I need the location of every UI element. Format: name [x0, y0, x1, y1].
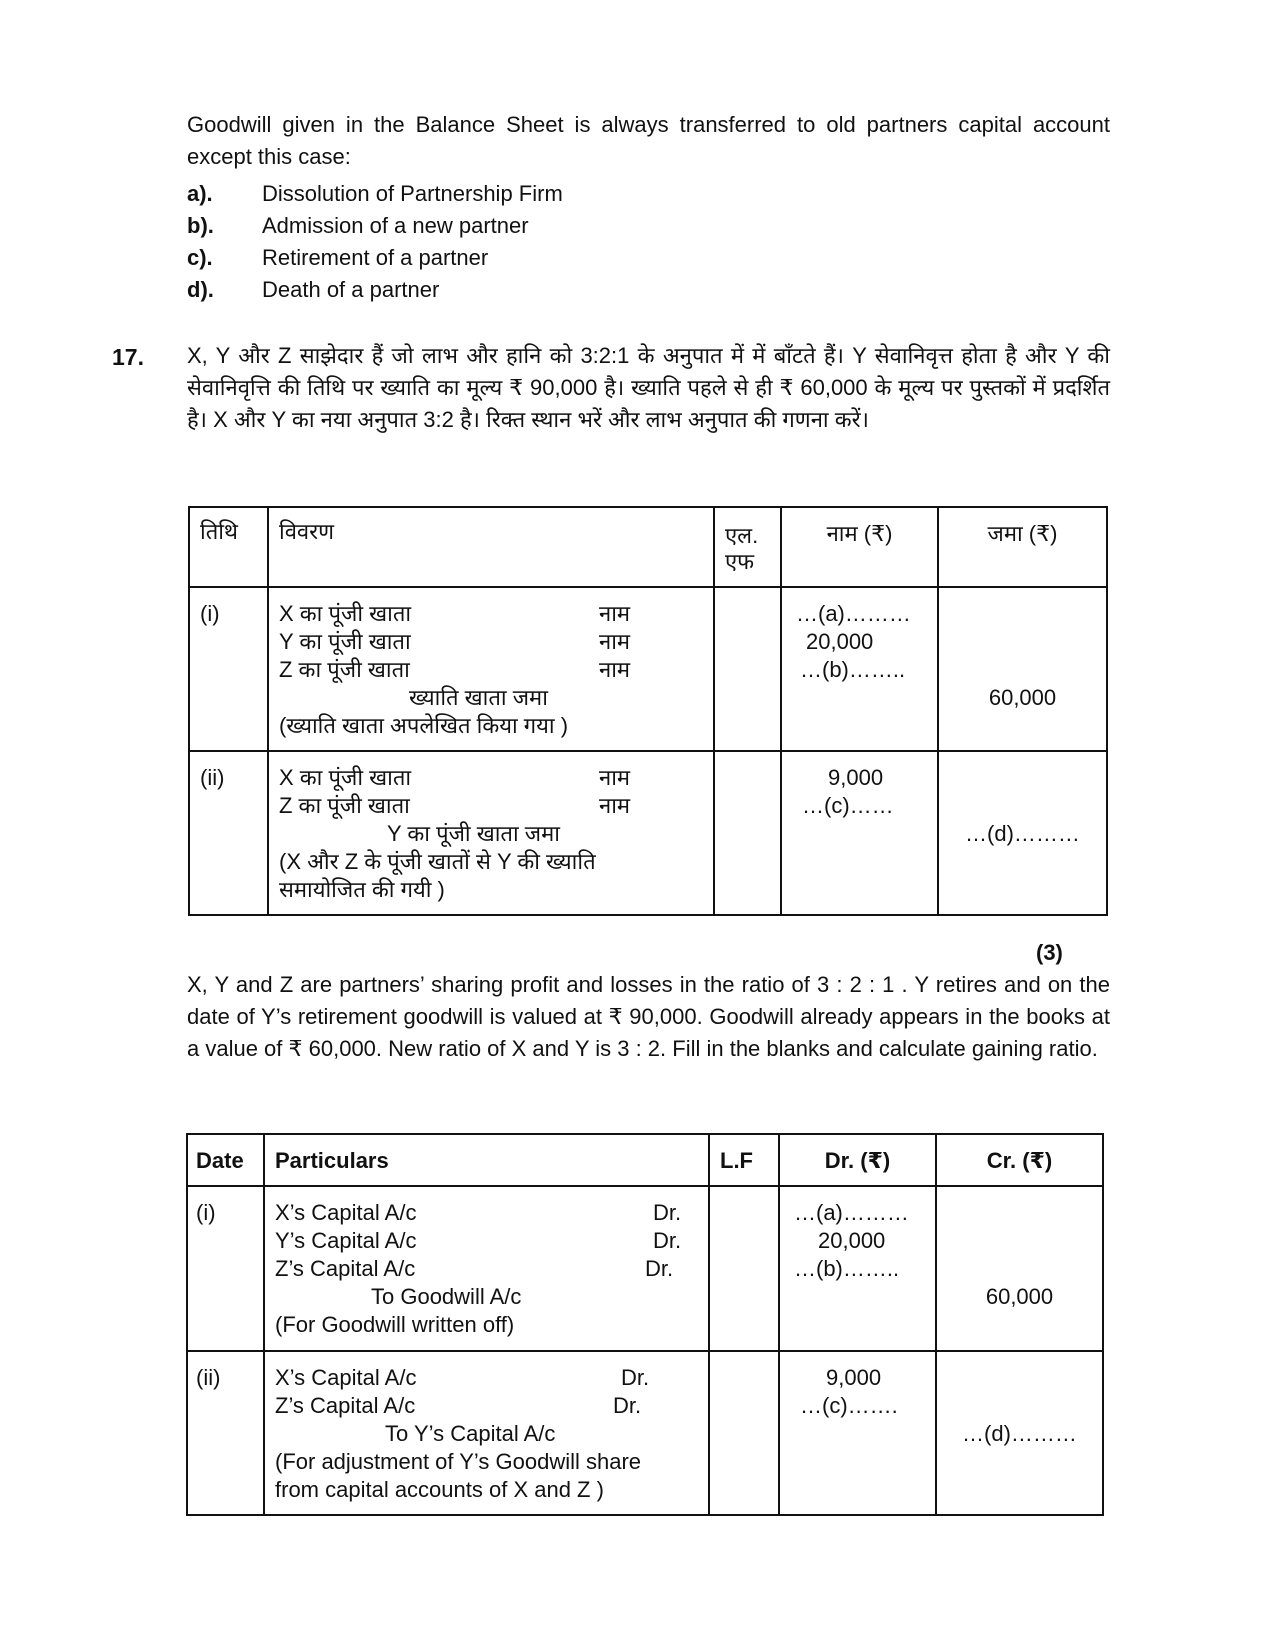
entry-date: [187, 1351, 264, 1515]
english-journal-table: [186, 1133, 1104, 1516]
entry-particulars: [268, 751, 714, 915]
entry-date: [187, 1186, 264, 1351]
header-debit: [779, 1134, 936, 1186]
cell-text: 20,000: [806, 629, 874, 654]
entry-debit: [779, 1351, 936, 1515]
cell-text: नाम: [599, 657, 631, 682]
cell-text: विवरण: [279, 519, 335, 544]
cell-text: (ii): [196, 1365, 221, 1390]
header-date: [189, 507, 268, 587]
cell-text: (i): [196, 1200, 216, 1225]
entry-debit: [779, 1186, 936, 1351]
header-particulars: [268, 507, 714, 587]
entry-credit: [938, 587, 1107, 751]
cell-text: …(c)……: [802, 793, 894, 818]
option-text: Admission of a new partner: [262, 213, 529, 238]
header-lf: [709, 1134, 779, 1186]
cell-text: Dr.: [613, 1393, 642, 1418]
entry-lf: [714, 751, 781, 915]
table-row: [187, 1351, 1103, 1515]
table-row: [189, 751, 1107, 915]
header-credit: [938, 507, 1107, 587]
cell-text: Dr.: [621, 1365, 650, 1390]
cell-text: X का पूंजी खाता: [279, 601, 412, 626]
marks-badge: (3): [1036, 940, 1063, 965]
cell-text: (For adjustment of Y’s Goodwill share: [275, 1449, 642, 1474]
cell-text: नाम: [599, 793, 631, 818]
cell-text: एफ: [725, 549, 755, 574]
cell-text: Date: [196, 1148, 244, 1173]
cell-text: नाम (₹): [826, 521, 893, 546]
cell-text: (ii): [200, 765, 225, 790]
cell-text: from capital accounts of X and Z ): [275, 1477, 604, 1502]
option-label: c).: [187, 245, 213, 270]
cell-text: …(b)……..: [794, 1256, 900, 1281]
cell-text: (X और Z के पूंजी खातों से Y की ख्याति: [279, 849, 596, 874]
cell-text: Dr.: [653, 1228, 682, 1253]
table-row: [189, 587, 1107, 751]
cell-text: Particulars: [275, 1148, 389, 1173]
option-text: Retirement of a partner: [262, 245, 489, 270]
cell-text: 9,000: [828, 765, 884, 790]
q17-hindi-text: X, Y और Z साझेदार हैं जो लाभ और हानि को 3:2:1 के अनुपात में में बाँटते हैं। Y सेवानिवृत्त होता है और Y की सेवानिवृत्ति की तिथि पर ख्याति का मूल्य ₹ 90,000 है। ख्याति पहले से ही ₹ 60,000 के मूल्य पर पुस्तकों में प्रदर्शित है। X और Y का नया अनुपात 3:2 है। रिक्त स्थान भरें और लाभ अनुपात की गणना करें।: [187, 343, 1110, 432]
cell-text: Z’s Capital A/c: [275, 1256, 416, 1281]
cell-text: नाम: [599, 601, 631, 626]
cell-text: एल.: [725, 523, 759, 548]
entry-date: [189, 587, 268, 751]
cell-text: To Y’s Capital A/c: [385, 1421, 556, 1446]
cell-text: (For Goodwill written off): [275, 1312, 515, 1337]
cell-text: (i): [200, 601, 220, 626]
cell-text: …(b)……..: [800, 657, 906, 682]
cell-text: Y’s Capital A/c: [275, 1228, 417, 1253]
entry-date: [189, 751, 268, 915]
cell-text: …(d)………: [965, 821, 1080, 846]
cell-text: X’s Capital A/c: [275, 1200, 417, 1225]
header-debit: [781, 507, 938, 587]
cell-text: 9,000: [826, 1365, 882, 1390]
cell-text: नाम: [599, 765, 631, 790]
entry-lf: [714, 587, 781, 751]
cell-text: Cr. (₹): [986, 1148, 1053, 1173]
cell-text: समायोजित की गयी ): [279, 877, 445, 902]
entry-credit: [936, 1351, 1103, 1515]
entry-credit: [936, 1186, 1103, 1351]
cell-text: Z’s Capital A/c: [275, 1393, 416, 1418]
cell-text: जमा (₹): [987, 521, 1058, 546]
header-lf: [714, 507, 781, 587]
cell-text: Y का पूंजी खाता जमा: [387, 821, 560, 846]
cell-text: Dr. (₹): [824, 1148, 891, 1173]
option-text: Dissolution of Partnership Firm: [262, 181, 563, 206]
cell-text: 60,000: [985, 1284, 1054, 1309]
cell-text: तिथि: [200, 519, 238, 544]
entry-particulars: [264, 1186, 709, 1351]
header-particulars: [264, 1134, 709, 1186]
option-label: d).: [187, 277, 214, 302]
cell-text: नाम: [599, 629, 631, 654]
cell-text: …(a)………: [794, 1200, 909, 1225]
cell-text: Z का पूंजी खाता: [279, 657, 410, 682]
option-text: Death of a partner: [262, 277, 440, 302]
question-number: 17.: [112, 344, 144, 370]
q16-stem: Goodwill given in the Balance Sheet is always transferred to old partners capital account except this case:: [187, 112, 1110, 169]
cell-text: Dr.: [645, 1256, 674, 1281]
option-label: b).: [187, 213, 214, 238]
entry-particulars: [264, 1351, 709, 1515]
cell-text: Z का पूंजी खाता: [279, 793, 410, 818]
header-credit: [936, 1134, 1103, 1186]
q17-english-text: X, Y and Z are partners’ sharing profit and losses in the ratio of 3 : 2 : 1 . Y retires and on the date of Y’s retirement goodwill is valued at ₹ 90,000. Goodwill already appears in the books at a value of ₹ 60,000. New ratio of X and Y is 3 : 2. Fill in the blanks and calculate gaining ratio.: [187, 972, 1110, 1061]
entry-lf: [709, 1351, 779, 1515]
cell-text: 60,000: [988, 685, 1057, 710]
entry-debit: [781, 751, 938, 915]
cell-text: …(c)…….: [800, 1393, 898, 1418]
cell-text: L.F: [720, 1148, 753, 1173]
option-label: a).: [187, 181, 213, 206]
table-row: [187, 1186, 1103, 1351]
entry-particulars: [268, 587, 714, 751]
header-date: [187, 1134, 264, 1186]
cell-text: 20,000: [818, 1228, 886, 1253]
cell-text: X का पूंजी खाता: [279, 765, 412, 790]
cell-text: …(d)………: [962, 1421, 1077, 1446]
cell-text: ख्याति खाता जमा: [409, 685, 548, 710]
cell-text: X’s Capital A/c: [275, 1365, 417, 1390]
entry-debit: [781, 587, 938, 751]
cell-text: …(a)………: [796, 601, 911, 626]
hindi-journal-table: [188, 506, 1108, 916]
cell-text: (ख्याति खाता अपलेखित किया गया ): [279, 713, 569, 738]
cell-text: To Goodwill A/c: [371, 1284, 522, 1309]
cell-text: Dr.: [653, 1200, 682, 1225]
cell-text: Y का पूंजी खाता: [279, 629, 411, 654]
entry-lf: [709, 1186, 779, 1351]
entry-credit: [938, 751, 1107, 915]
